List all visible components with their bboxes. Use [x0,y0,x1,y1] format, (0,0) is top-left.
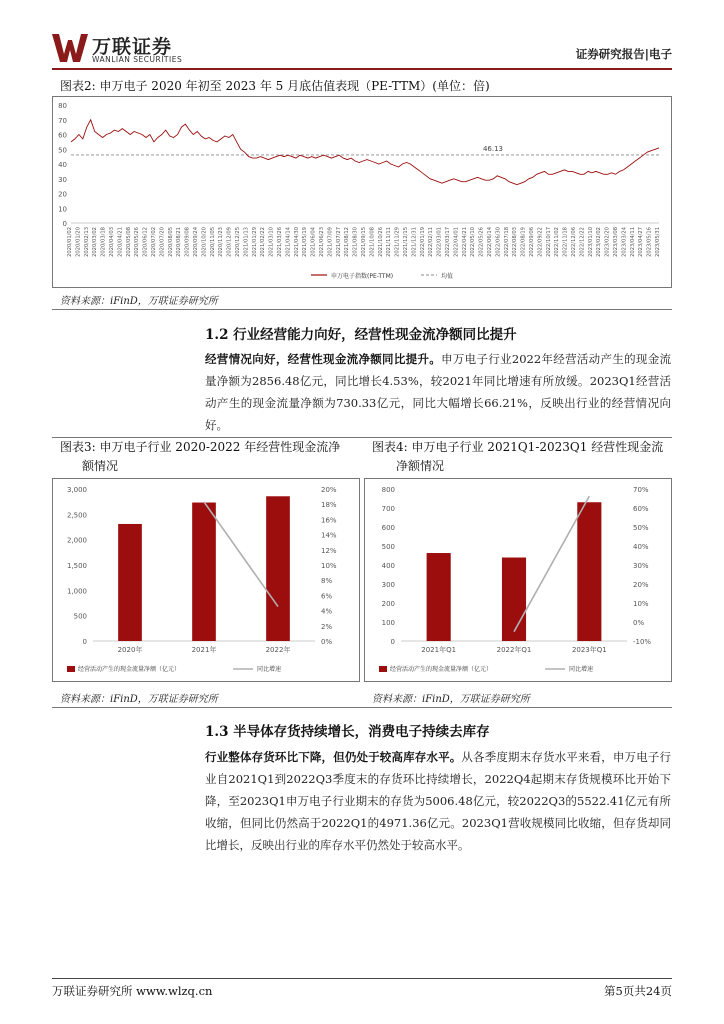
x-tick-label: 2021/04/30 [293,226,300,257]
bar [118,524,142,641]
legend-mean-label: 均值 [441,273,454,280]
bar [266,496,290,641]
x-tick-label: 2022/01/19 [419,227,426,257]
x-tick-label: 2022/09/06 [529,227,535,257]
x-tick-label: 2020/11/23 [218,227,225,257]
x-tick-label: 2021/07/27 [335,227,342,257]
x-tick-label: 2022/09/22 [537,227,544,257]
logo-text-cn: 万联证券 [92,36,173,58]
x-tick-label: 2020/07/20 [159,227,166,257]
x-tick-label: 2023/02/02 [596,227,603,257]
y2-tick-label: 8% [321,577,333,586]
y2-tick-label: 4% [321,607,333,616]
x-tick-label: 2022/02/11 [428,227,435,257]
y2-tick-label: 20% [633,581,649,589]
x-tick-label: 2020年 [117,646,143,654]
section-1-3-body: 从各季度期末存货水平来看，申万电子行业自2021Q1到2022Q3季度末的存货环比持续增长，2022Q4起期末存货规模环比开始下降，至2023Q1申万电子行业期末的存货为5006.48亿元，较2022Q3的5522.41亿元有所收缩，但同比仍然高于2022Q1的4971.36亿元。2023Q1营收规模同比收缩，但存货却同比增长，反映出行业的库存水平仍然处于较高水平。 [205,750,672,852]
bar [577,502,601,641]
x-tick-label: 2021/11/11 [386,227,393,257]
x-tick-label: 2020/01/20 [75,227,82,257]
figure4-title-line1: 图表4: 申万电子行业 2021Q1-2023Q1 经营性现金流 [372,440,664,454]
y2-tick-label: 12% [321,546,337,555]
pe-ttm-series-line [71,120,659,185]
x-tick-label: 2020/02/13 [83,227,90,257]
x-tick-label: 2021/09/15 [361,227,367,257]
legend-line-label: 同比增速 [257,666,282,673]
legend-bar-label: 经营活动产生的现金流量净额（亿元） [390,666,493,673]
bar [502,558,526,641]
figure4-title-line2: 净额情况 [396,459,445,473]
report-type-label: 证券研究报告|电子 [575,47,672,61]
y2-tick-label: 14% [321,531,337,540]
x-tick-label: 2022/11/18 [562,227,569,257]
legend-bar-label: 经营活动产生的现金流量净额（亿元） [78,666,181,673]
x-tick-label: 2020/05/08 [125,227,132,257]
y-tick-label: 100 [381,619,395,627]
x-tick-label: 2021/12/15 [403,227,409,257]
y2-tick-label: 70% [633,486,649,494]
y-tick-label: 80 [58,102,67,110]
figure34-bottom-rule [52,707,672,708]
y2-tick-label: 50% [633,524,649,532]
y2-tick-label: -10% [633,638,652,646]
y2-tick-label: 0% [633,619,645,627]
figure2-source: 资料来源：iFinD，万联证券研究所 [60,296,218,307]
figure3-source: 资料来源：iFinD，万联证券研究所 [60,694,218,705]
x-tick-label: 2023/01/10 [587,227,594,257]
y-tick-label: 500 [73,612,87,621]
y-tick-label: 0 [390,638,395,646]
x-tick-label: 2020/09/24 [193,227,199,257]
x-tick-label: 2021/06/23 [319,227,325,257]
y2-tick-label: 40% [633,543,649,551]
x-tick-label: 2023/04/11 [629,227,636,257]
x-tick-label: 2023/05/16 [646,227,653,257]
x-tick-label: 2020/01/02 [67,227,73,257]
x-tick-label: 2022/10/17 [545,227,552,257]
y-tick-label: 50 [58,146,67,155]
section-1-2-body: 申万电子行业2022年经营活动产生的现金流量净额为2856.48亿元，同比增长4.53%，较2021年同比增速有所放缓。2023Q1经营活动产生的现金流量净额为730.33亿元，同比大幅增长66.21%，反映出行业的经营情况向好。 [205,352,672,432]
section-1-3-lead: 行业整体存货环比下降，但仍处于较高库存水平。 [205,750,462,764]
x-tick-label: 2022/12/06 [571,227,577,257]
x-tick-label: 2022/08/19 [520,227,527,257]
logo-text-en: WANLIAN SECURITIES [92,55,183,64]
y2-tick-label: 30% [633,562,649,570]
x-tick-label: 2023/03/24 [621,227,628,257]
x-tick-label: 2020/11/05 [209,227,216,257]
x-tick-label: 2023/04/27 [638,227,645,257]
y2-tick-label: 16% [321,516,337,525]
x-tick-label: 2020/09/08 [184,227,191,257]
x-tick-label: 2020/12/09 [226,227,233,257]
x-tick-label: 2021/10/08 [369,227,376,257]
x-tick-label: 2023/05/31 [655,227,661,257]
y-tick-label: 800 [381,486,395,494]
x-tick-label: 2022/03/17 [445,227,451,257]
y-tick-label: 20 [58,190,67,199]
y-tick-label: 600 [381,524,395,532]
x-tick-label: 2021/11/29 [394,227,401,257]
x-tick-label: 2021/12/31 [411,227,418,257]
y-tick-label: 70 [58,116,67,125]
x-tick-label: 2020/12/25 [235,227,241,257]
y2-tick-label: 10% [321,562,337,570]
legend-bar-swatch [379,666,387,672]
y-tick-label: 1,500 [66,562,87,570]
x-tick-label: 2021/08/12 [344,227,351,257]
y2-tick-label: 2% [321,622,333,631]
y2-tick-label: 0% [321,638,333,646]
footer-divider [52,978,672,979]
x-tick-label: 2021/01/29 [251,227,258,257]
x-tick-label: 2022/12/22 [579,227,586,257]
y2-tick-label: 18% [321,501,337,510]
x-tick-label: 2021/10/26 [377,227,384,257]
mean-label: 46.13 [482,144,504,153]
pe-ttm-line-chart [53,97,671,287]
y-tick-label: 300 [381,581,395,589]
x-tick-label: 2022/04/01 [453,227,460,257]
y-tick-label: 0 [82,638,87,646]
legend-line-label: 同比增速 [569,666,594,673]
x-tick-label: 2020/08/21 [176,227,183,257]
legend-bar-swatch [67,666,75,672]
x-tick-label: 2022/04/21 [461,227,468,257]
y-tick-label: 200 [381,600,395,608]
x-tick-label: 2020/03/02 [92,227,99,257]
figure4-box [364,478,672,682]
x-tick-label: 2021年 [191,646,217,654]
x-tick-label: 2022/06/30 [495,227,502,257]
x-tick-label: 2020/04/03 [109,227,115,257]
x-tick-label: 2022/07/18 [503,227,510,257]
y-tick-label: 40 [58,161,67,169]
bar [427,553,451,641]
x-tick-label: 2021/06/04 [310,227,317,257]
x-tick-label: 2022年 [265,646,291,654]
y-tick-label: 700 [381,505,395,513]
page-number: 第5页共24页 [604,984,672,998]
figure3-title-line2: 额情况 [82,459,119,473]
x-tick-label: 2023/03/08 [613,227,619,257]
figure4-source: 资料来源：iFinD，万联证券研究所 [372,694,530,705]
x-tick-label: 2023/02/20 [604,227,611,257]
x-tick-label: 2020/06/12 [142,227,149,257]
section-1-2-title: 1.2 行业经营能力向好，经营性现金流净额同比提升 [205,327,517,343]
y-tick-label: 500 [381,543,395,551]
bar [192,503,216,641]
x-tick-label: 2021年Q1 [421,646,457,654]
x-tick-label: 2021/02/22 [260,227,267,257]
x-tick-label: 2020/10/20 [201,227,208,257]
figure2-bottom-rule [52,309,672,310]
quarterly-cashflow-bar-chart [365,479,671,681]
y2-tick-label: 10% [633,600,649,608]
x-tick-label: 2020/05/26 [134,227,141,257]
y2-tick-label: 20% [321,486,337,494]
annual-cashflow-bar-chart [53,479,359,681]
x-tick-label: 2022年Q1 [496,646,532,654]
x-tick-label: 2022/08/03 [512,227,519,257]
x-tick-label: 2022/06/14 [487,227,493,257]
section-1-2-paragraph [205,348,671,436]
y-tick-label: 0 [62,220,67,228]
x-tick-label: 2020/08/05 [167,227,174,257]
x-tick-label: 2022/05/10 [470,227,477,257]
footer-left-text: 万联证券研究所 www.wlzq.cn [52,984,213,998]
x-tick-label: 2020/07/02 [151,227,157,257]
header-divider [52,68,672,70]
wanlian-logo-icon [52,32,88,62]
legend-series-label: 申万电子指数(PE-TTM) [331,273,394,280]
x-tick-label: 2021/07/09 [327,227,334,257]
figure2-title: 图表2: 申万电子 2020 年初至 2023 年 5 月底估值表现（PE-TTM）(单位：倍) [60,79,490,93]
section-1-3-paragraph [205,746,671,856]
y-tick-label: 30 [58,175,67,184]
x-tick-label: 2022/05/26 [478,227,485,257]
x-tick-label: 2021/04/14 [285,227,292,257]
y2-tick-label: 6% [321,592,333,601]
x-tick-label: 2023年Q1 [571,646,607,654]
y-tick-label: 60 [58,131,67,140]
y-tick-label: 1,000 [66,587,87,596]
section-1-3-title: 1.3 半导体存货持续增长，消费电子持续去库存 [205,724,490,740]
y-tick-label: 400 [381,562,395,570]
x-tick-label: 2022/03/01 [436,227,443,257]
x-tick-label: 2021/03/26 [277,227,283,257]
y-tick-label: 10 [58,205,67,214]
figure3-title-line1: 图表3: 申万电子行业 2020-2022 年经营性现金流净 [60,440,341,454]
x-tick-label: 2021/03/10 [268,227,275,257]
x-tick-label: 2021/05/19 [302,227,309,257]
section-1-2-lead: 经营情况向好，经营性现金流净额同比提升。 [205,352,442,366]
y-tick-label: 2,500 [66,511,87,520]
y2-tick-label: 60% [633,505,649,513]
figure2-box [52,96,672,288]
x-tick-label: 2022/11/02 [554,227,561,257]
y-tick-label: 2,000 [66,536,87,545]
y-tick-label: 3,000 [66,486,87,494]
x-tick-label: 2020/03/18 [100,227,107,257]
page-header [52,28,672,68]
figure3-box [52,478,360,682]
x-tick-label: 2020/04/21 [117,227,124,257]
x-tick-label: 2021/01/13 [243,227,250,257]
x-tick-label: 2021/08/30 [352,227,359,257]
